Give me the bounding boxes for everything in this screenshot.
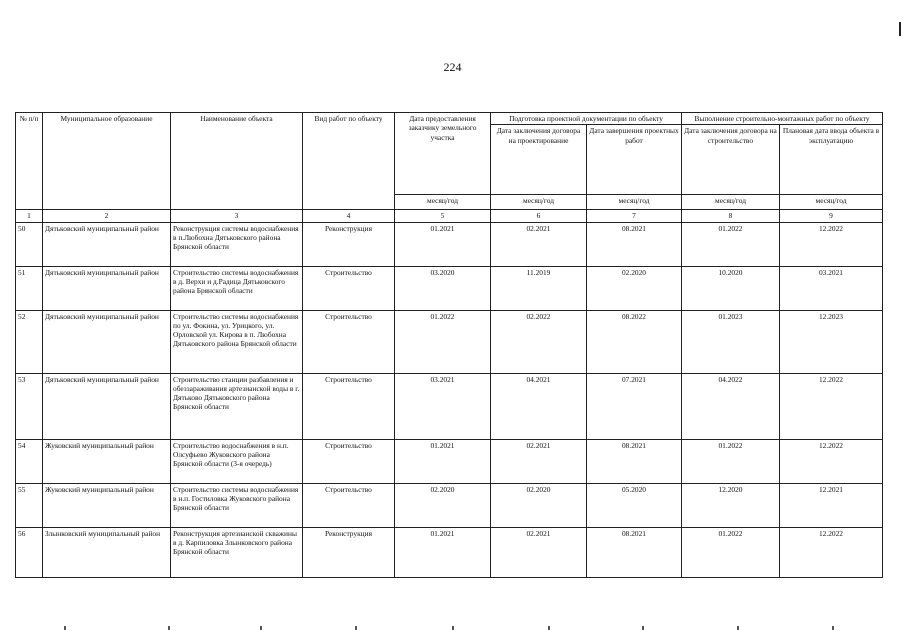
- row-land-date: 01.2021: [395, 222, 491, 266]
- row-object: Реконструкция системы водоснабжения в п.Любохна Дятьковского района Брянской области: [171, 222, 303, 266]
- header-col-construction-contract: Дата заключения договора на строительство: [682, 125, 780, 195]
- row-land-date: 01.2021: [395, 439, 491, 483]
- row-work-type: Строительство: [303, 483, 395, 527]
- unit-label: месяц/год: [395, 195, 491, 210]
- row-design-contract: 11.2019: [491, 266, 587, 310]
- column-numbers-row: [16, 210, 883, 222]
- column-number: 6: [491, 210, 587, 222]
- row-design-contract: 02.2021: [491, 439, 587, 483]
- row-construction-contract: 01.2022: [682, 527, 780, 577]
- row-object: Строительство водоснабжения в н.п. Олсуфьево Жуковского района Брянской области (3-я очередь): [171, 439, 303, 483]
- header-col-design-end: Дата завершения проектных работ: [587, 125, 682, 195]
- row-construction-contract: 01.2022: [682, 439, 780, 483]
- row-construction-contract: 01.2022: [682, 222, 780, 266]
- row-design-contract: 04.2021: [491, 373, 587, 439]
- row-design-end: 08.2021: [587, 222, 682, 266]
- header-col-object: Наименование объекта: [171, 113, 303, 210]
- row-object: Строительство системы водоснабжения по ул. Фокина, ул. Урицкого, ул. Орловской ул. Кирова в п. Любохна Дятьковского района Брянской области: [171, 310, 303, 373]
- column-number: 8: [682, 210, 780, 222]
- row-construction-contract: 10.2020: [682, 266, 780, 310]
- row-municipality: Дятьковский муниципальный район: [43, 266, 171, 310]
- row-design-end: 08.2021: [587, 439, 682, 483]
- unit-label: месяц/год: [491, 195, 587, 210]
- row-work-type: Строительство: [303, 439, 395, 483]
- row-municipality: Дятьковский муниципальный район: [43, 373, 171, 439]
- row-work-type: Строительство: [303, 373, 395, 439]
- header-col-commissioning: Плановая дата ввода объекта в эксплуатацию: [780, 125, 883, 195]
- header-col-work-type: Вид работ по объекту: [303, 113, 395, 210]
- row-number: 50: [16, 222, 43, 266]
- row-municipality: Жуковский муниципальный район: [43, 439, 171, 483]
- row-number: 56: [16, 527, 43, 577]
- column-number: 2: [43, 210, 171, 222]
- row-construction-contract: 01.2023: [682, 310, 780, 373]
- header-col-number: № п/п: [16, 113, 43, 210]
- unit-label: месяц/год: [780, 195, 883, 210]
- row-design-contract: 02.2021: [491, 527, 587, 577]
- row-construction-contract: 12.2020: [682, 483, 780, 527]
- row-land-date: 03.2020: [395, 266, 491, 310]
- scan-artifacts: [0, 626, 905, 634]
- row-design-end: 07.2021: [587, 373, 682, 439]
- row-number: 53: [16, 373, 43, 439]
- row-object: Строительство станции разбавления и обеззараживания артезианской воды в г. Дятьково Дятьковского района Брянской области: [171, 373, 303, 439]
- margin-mark: [899, 22, 901, 36]
- table-row: [16, 373, 883, 439]
- schedule-table: [15, 112, 883, 578]
- column-number: 3: [171, 210, 303, 222]
- table-row: [16, 266, 883, 310]
- row-commissioning: 12.2021: [780, 483, 883, 527]
- column-number: 7: [587, 210, 682, 222]
- row-design-contract: 02.2021: [491, 222, 587, 266]
- row-land-date: 01.2021: [395, 527, 491, 577]
- unit-label: месяц/год: [587, 195, 682, 210]
- row-commissioning: 12.2022: [780, 373, 883, 439]
- header-row-top: [16, 113, 883, 125]
- table-row: [16, 527, 883, 577]
- header-col-land-date: Дата предоставления заказчику земельного участка: [395, 113, 491, 195]
- row-commissioning: 12.2022: [780, 527, 883, 577]
- row-municipality: Дятьковский муниципальный район: [43, 222, 171, 266]
- row-work-type: Строительство: [303, 266, 395, 310]
- row-municipality: Дятьковский муниципальный район: [43, 310, 171, 373]
- row-work-type: Реконструкция: [303, 222, 395, 266]
- row-design-end: 08.2021: [587, 527, 682, 577]
- row-number: 51: [16, 266, 43, 310]
- unit-label: месяц/год: [682, 195, 780, 210]
- header-group-construction: Выполнение строительно-монтажных работ по объекту: [682, 113, 883, 125]
- row-design-contract: 02.2022: [491, 310, 587, 373]
- row-municipality: Злынковский муниципальный район: [43, 527, 171, 577]
- column-number: 1: [16, 210, 43, 222]
- row-commissioning: 12.2022: [780, 439, 883, 483]
- row-design-end: 02.2020: [587, 266, 682, 310]
- table-row: [16, 483, 883, 527]
- row-design-contract: 02.2020: [491, 483, 587, 527]
- header-col-design-contract: Дата заключения договора на проектирование: [491, 125, 587, 195]
- row-work-type: Строительство: [303, 310, 395, 373]
- row-land-date: 01.2022: [395, 310, 491, 373]
- row-work-type: Реконструкция: [303, 527, 395, 577]
- row-number: 52: [16, 310, 43, 373]
- row-municipality: Жуковский муниципальный район: [43, 483, 171, 527]
- table-row: [16, 222, 883, 266]
- table-row: [16, 310, 883, 373]
- table-row: [16, 439, 883, 483]
- page-number: 224: [443, 60, 462, 74]
- row-commissioning: 03.2021: [780, 266, 883, 310]
- row-number: 54: [16, 439, 43, 483]
- row-design-end: 05.2020: [587, 483, 682, 527]
- row-land-date: 02.2020: [395, 483, 491, 527]
- row-object: Строительство системы водоснабжения в д. Верхи и д.Радица Дятьковского района Брянской области: [171, 266, 303, 310]
- row-number: 55: [16, 483, 43, 527]
- row-land-date: 03.2021: [395, 373, 491, 439]
- column-number: 9: [780, 210, 883, 222]
- row-construction-contract: 04.2022: [682, 373, 780, 439]
- header-col-municipality: Муниципальное образование: [43, 113, 171, 210]
- column-number: 5: [395, 210, 491, 222]
- row-object: Строительство системы водоснабжения в н.п. Гостиловка Жуковского района Брянской области: [171, 483, 303, 527]
- header-group-design: Подготовка проектной документации по объекту: [491, 113, 682, 125]
- row-commissioning: 12.2023: [780, 310, 883, 373]
- row-design-end: 08.2022: [587, 310, 682, 373]
- row-commissioning: 12.2022: [780, 222, 883, 266]
- row-object: Реконструкция артезианской скважины в д. Карпиловка Злынковского района Брянской области: [171, 527, 303, 577]
- column-number: 4: [303, 210, 395, 222]
